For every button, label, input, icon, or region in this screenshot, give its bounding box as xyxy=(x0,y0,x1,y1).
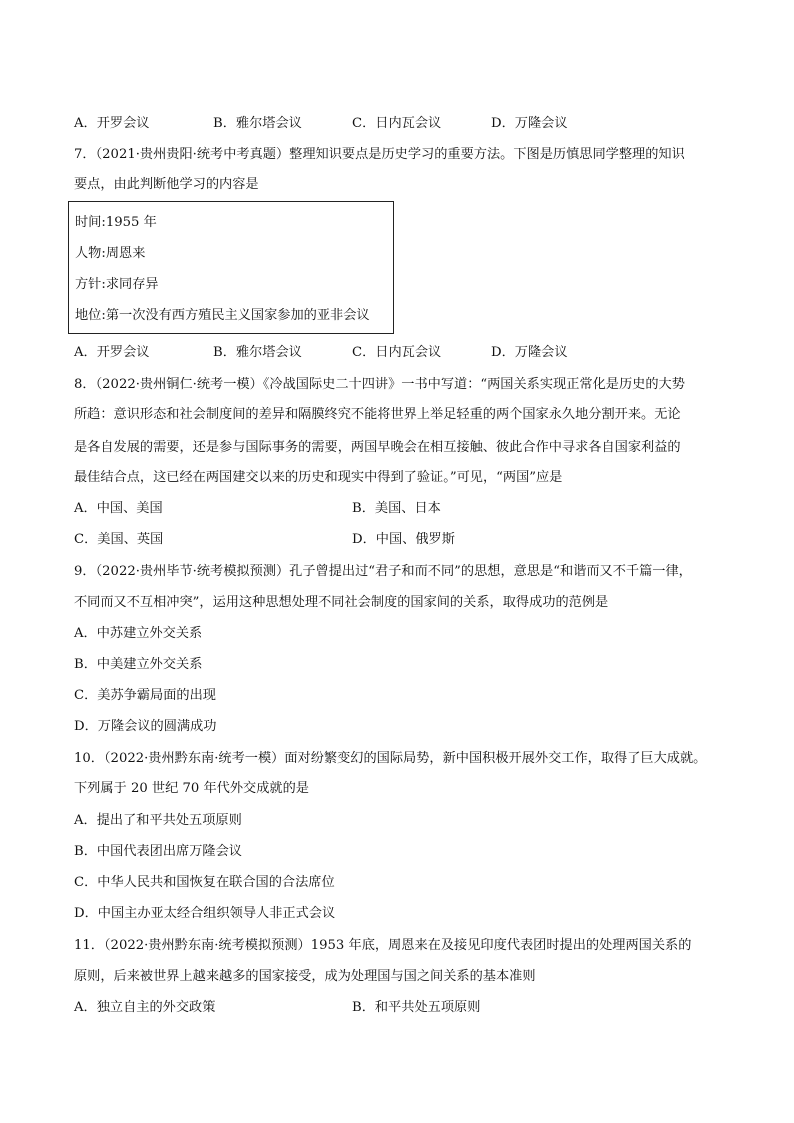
q7-option-d[interactable]: D．万隆会议 xyxy=(491,345,568,360)
q8-option-b[interactable]: B．美国、日本 xyxy=(352,501,441,516)
q7-stem-line-2: 要点，由此判断他学习的内容是 xyxy=(74,177,259,192)
q8-stem-line-1: 8．（2022·贵州铜仁·统考一模）《冷战国际史二十四讲》一书中写道：“两国关系实现正常化是历史的大势 xyxy=(74,377,685,392)
q10-option-d[interactable]: D．中国主办亚太经合组织领导人非正式会议 xyxy=(74,906,336,921)
q7-option-a[interactable]: A．开罗会议 xyxy=(74,345,150,360)
q10-stem-line-1: 10．（2022·贵州黔东南·统考一模）面对纷繁变幻的国际局势，新中国积极开展外交工作，取得了巨大成就。 xyxy=(74,751,707,766)
q11-option-b[interactable]: B．和平共处五项原则 xyxy=(352,1000,481,1015)
q7-box-policy: 方针:求同存异 xyxy=(75,277,159,292)
q8-option-d[interactable]: D．中国、俄罗斯 xyxy=(352,532,455,547)
q11-option-a[interactable]: A．独立自主的外交政策 xyxy=(74,1000,216,1015)
q11-stem-line-1: 11．（2022·贵州黔东南·统考模拟预测）1953 年底，周恩来在及接见印度代表团时提出的处理两国关系的 xyxy=(74,938,692,953)
q9-option-a[interactable]: A．中苏建立外交关系 xyxy=(74,626,203,641)
q9-stem-line-1: 9．（2022·贵州毕节·统考模拟预测）孔子曾提出过“君子和而不同”的思想，意思是“和谐而又不千篇一律， xyxy=(74,564,692,579)
q6-option-a[interactable]: A．开罗会议 xyxy=(74,116,150,131)
q7-box-time: 时间:1955 年 xyxy=(75,215,157,230)
q6-option-b[interactable]: B．雅尔塔会议 xyxy=(213,116,302,131)
q10-stem-line-2: 下列属于 20 世纪 70 年代外交成就的是 xyxy=(74,781,309,796)
q8-stem-line-4: 最佳结合点，这已经在两国建交以来的历史和现实中得到了验证。”可见，“两国”应是 xyxy=(74,470,563,485)
q7-box-status: 地位:第一次没有西方殖民主义国家参加的亚非会议 xyxy=(75,308,370,323)
q7-option-c[interactable]: C．日内瓦会议 xyxy=(352,345,442,360)
q6-option-d[interactable]: D．万隆会议 xyxy=(491,116,568,131)
q7-stem-line-1: 7．（2021·贵州贵阳·统考中考真题）整理知识要点是历史学习的重要方法。下图是历慎思同学整理的知识 xyxy=(74,147,685,162)
q7-box-person: 人物:周恩来 xyxy=(75,246,146,261)
q8-option-a[interactable]: A．中国、美国 xyxy=(74,501,163,516)
q7-knowledge-box xyxy=(68,201,394,334)
q8-option-c[interactable]: C．美国、英国 xyxy=(74,532,164,547)
q9-option-d[interactable]: D．万隆会议的圆满成功 xyxy=(74,719,217,734)
q9-option-c[interactable]: C．美苏争霸局面的出现 xyxy=(74,688,216,703)
q11-stem-line-2: 原则，后来被世界上越来越多的国家接受，成为处理国与国之间关系的基本准则 xyxy=(74,969,536,984)
q9-stem-line-2: 不同而又不互相冲突”，运用这种思想处理不同社会制度的国家间的关系，取得成功的范例是 xyxy=(74,595,609,610)
q10-option-a[interactable]: A．提出了和平共处五项原则 xyxy=(74,813,242,828)
q6-option-c[interactable]: C．日内瓦会议 xyxy=(352,116,442,131)
q10-option-c[interactable]: C．中华人民共和国恢复在联合国的合法席位 xyxy=(74,875,335,890)
q8-stem-line-3: 是各自发展的需要，还是参与国际事务的需要，两国早晚会在相互接触、彼此合作中寻求各自国家利益的 xyxy=(74,440,681,455)
q7-option-b[interactable]: B．雅尔塔会议 xyxy=(213,345,302,360)
q9-option-b[interactable]: B．中美建立外交关系 xyxy=(74,657,203,672)
q8-stem-line-2: 所趋：意识形态和社会制度间的差异和隔膜终究不能将世界上举足轻重的两个国家永久地分割开来。无论 xyxy=(74,407,681,422)
q10-option-b[interactable]: B．中国代表团出席万隆会议 xyxy=(74,844,242,859)
